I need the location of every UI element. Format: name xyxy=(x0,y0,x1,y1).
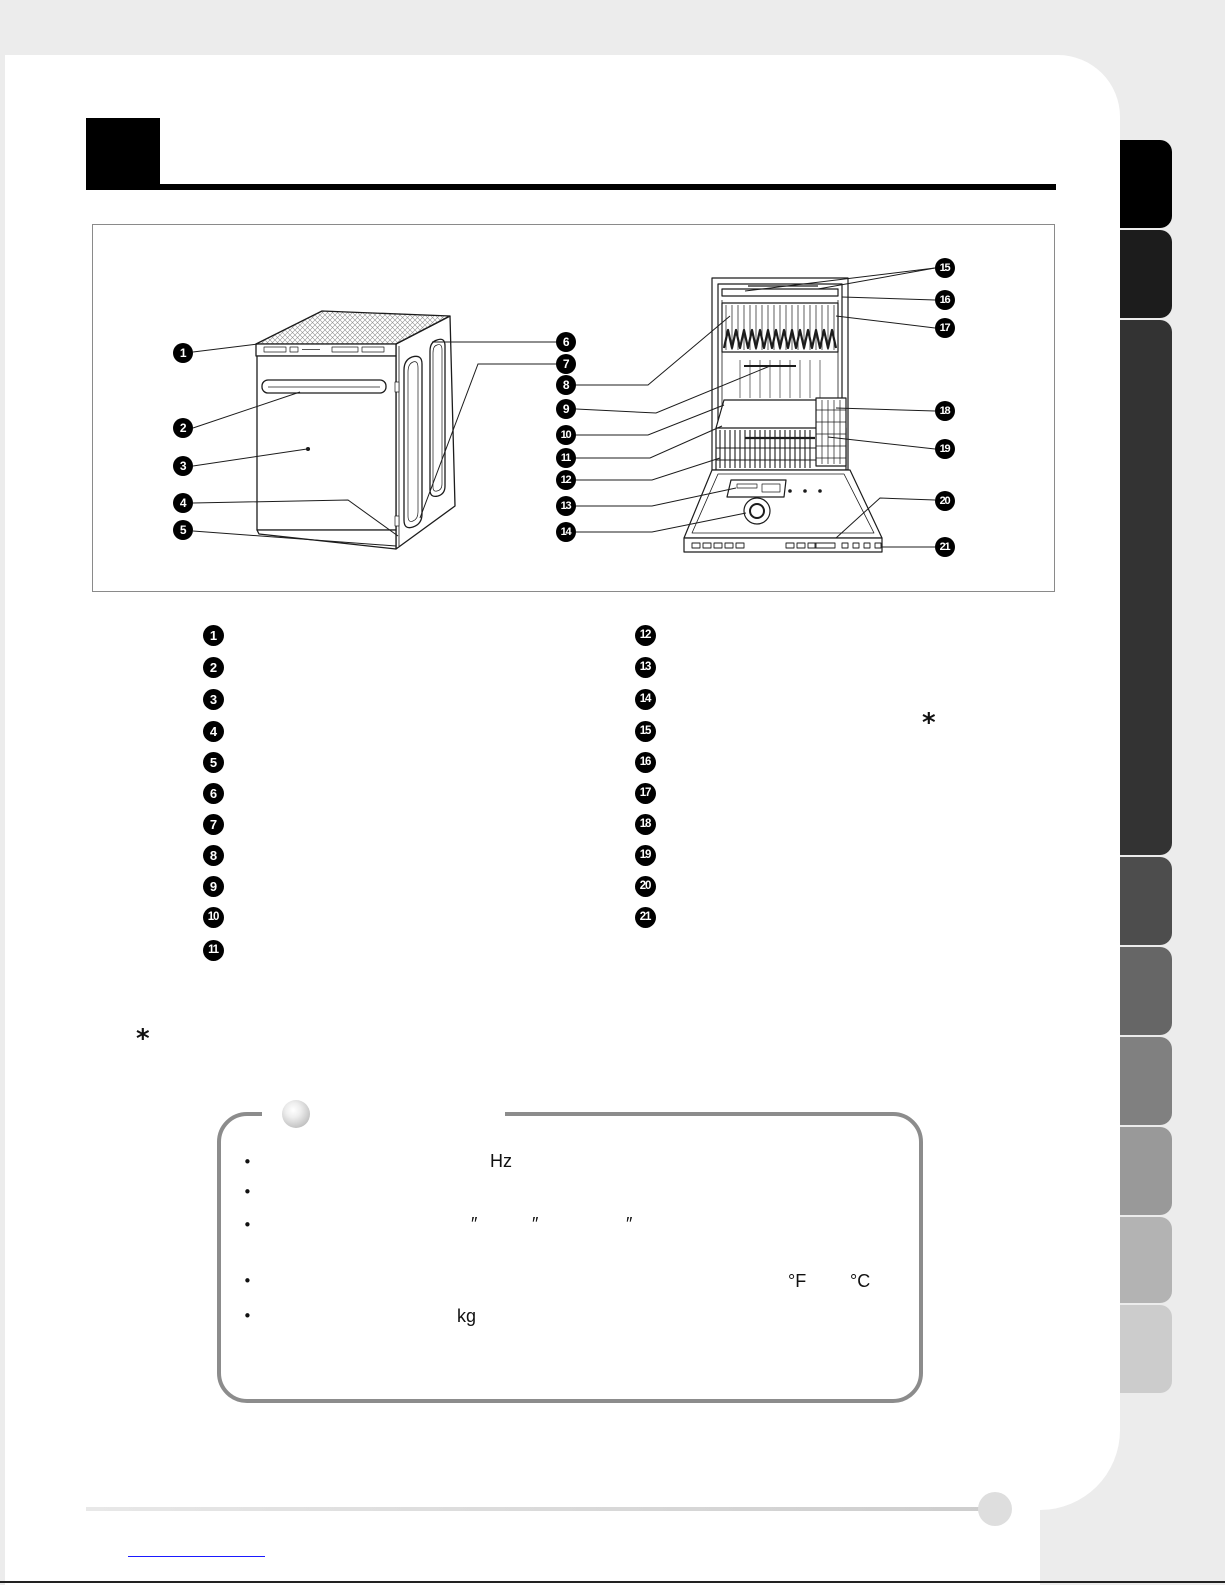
filter-outer xyxy=(744,498,770,524)
legend-item-13: 13 xyxy=(635,657,656,678)
callout-3: 3 xyxy=(173,456,193,476)
footer-link-underline[interactable] xyxy=(128,1556,265,1557)
callout-6: 6 xyxy=(556,332,576,352)
legend-item-16: 16 xyxy=(635,752,656,773)
kick-plate xyxy=(257,530,396,549)
legend-item-7: 7 xyxy=(203,814,224,835)
inch-mark-1: ″ xyxy=(471,1214,478,1234)
callout-5: 5 xyxy=(173,520,193,540)
callout-18: 18 xyxy=(935,401,955,421)
celsius-unit: °C xyxy=(850,1271,871,1291)
section-number-block xyxy=(86,118,160,190)
inch-mark-2: ″ xyxy=(532,1214,539,1234)
legend-item-18: 18 xyxy=(635,814,656,835)
legend-item-4: 4 xyxy=(203,721,224,742)
legend-item-10: 10 xyxy=(203,907,224,928)
frequency-unit: Hz xyxy=(490,1151,512,1171)
callout-10: 10 xyxy=(556,425,576,445)
callout-7: 7 xyxy=(556,354,576,374)
legend-item-11: 11 xyxy=(203,940,224,961)
legend-item-14: 14 xyxy=(635,689,656,710)
legend-item-8: 8 xyxy=(203,845,224,866)
legend-item-21: 21 xyxy=(635,907,656,928)
note-bullet-3: • xyxy=(243,1216,252,1234)
status-dot xyxy=(307,448,310,451)
door-handle xyxy=(262,380,386,393)
page-number-dot xyxy=(978,1492,1012,1526)
note-bullet-1: • xyxy=(243,1153,252,1171)
footer-rule xyxy=(86,1507,986,1511)
callout-14: 14 xyxy=(556,522,576,542)
legend-item-19: 19 xyxy=(635,845,656,866)
callout-1: 1 xyxy=(173,343,193,363)
legend-item-6: 6 xyxy=(203,783,224,804)
legend-item-3: 3 xyxy=(203,689,224,710)
legend-item-20: 20 xyxy=(635,876,656,897)
note-ball-icon xyxy=(282,1100,310,1128)
callout-11: 11 xyxy=(556,448,576,468)
legend-item-12: 12 xyxy=(635,625,656,646)
callout-19: 19 xyxy=(935,439,955,459)
callout-2: 2 xyxy=(173,418,193,438)
note-box xyxy=(217,1112,923,1403)
callout-8: 8 xyxy=(556,375,576,395)
legend-item-15: 15 xyxy=(635,721,656,742)
callout-16: 16 xyxy=(935,290,955,310)
callout-17: 17 xyxy=(935,318,955,338)
legend-item-2: 2 xyxy=(203,657,224,678)
legend-item-9: 9 xyxy=(203,876,224,897)
callout-13: 13 xyxy=(556,496,576,516)
legend-asterisk: * xyxy=(922,708,936,738)
side-recess-front xyxy=(404,356,422,527)
note-bullet-2: • xyxy=(243,1183,252,1201)
weight-unit: kg xyxy=(457,1306,477,1326)
open-dishwasher-drawing xyxy=(684,278,882,552)
legend-item-17: 17 xyxy=(635,783,656,804)
callout-4: 4 xyxy=(173,493,193,513)
fahrenheit-unit: °F xyxy=(788,1271,807,1291)
callout-12: 12 xyxy=(556,470,576,490)
legend-item-1: 1 xyxy=(203,625,224,646)
page-bottom-edge xyxy=(0,1581,1225,1583)
note-bullet-4: • xyxy=(243,1272,252,1290)
callout-21: 21 xyxy=(935,537,955,557)
callout-20: 20 xyxy=(935,491,955,511)
callout-15: 15 xyxy=(935,258,955,278)
closed-dishwasher-drawing xyxy=(256,311,455,549)
footnote-asterisk: * xyxy=(136,1024,150,1054)
inch-mark-3: ″ xyxy=(626,1214,633,1234)
callout-9: 9 xyxy=(556,399,576,419)
legend-item-5: 5 xyxy=(203,752,224,773)
note-bullet-5: • xyxy=(243,1307,252,1325)
header-rule xyxy=(86,184,1056,190)
